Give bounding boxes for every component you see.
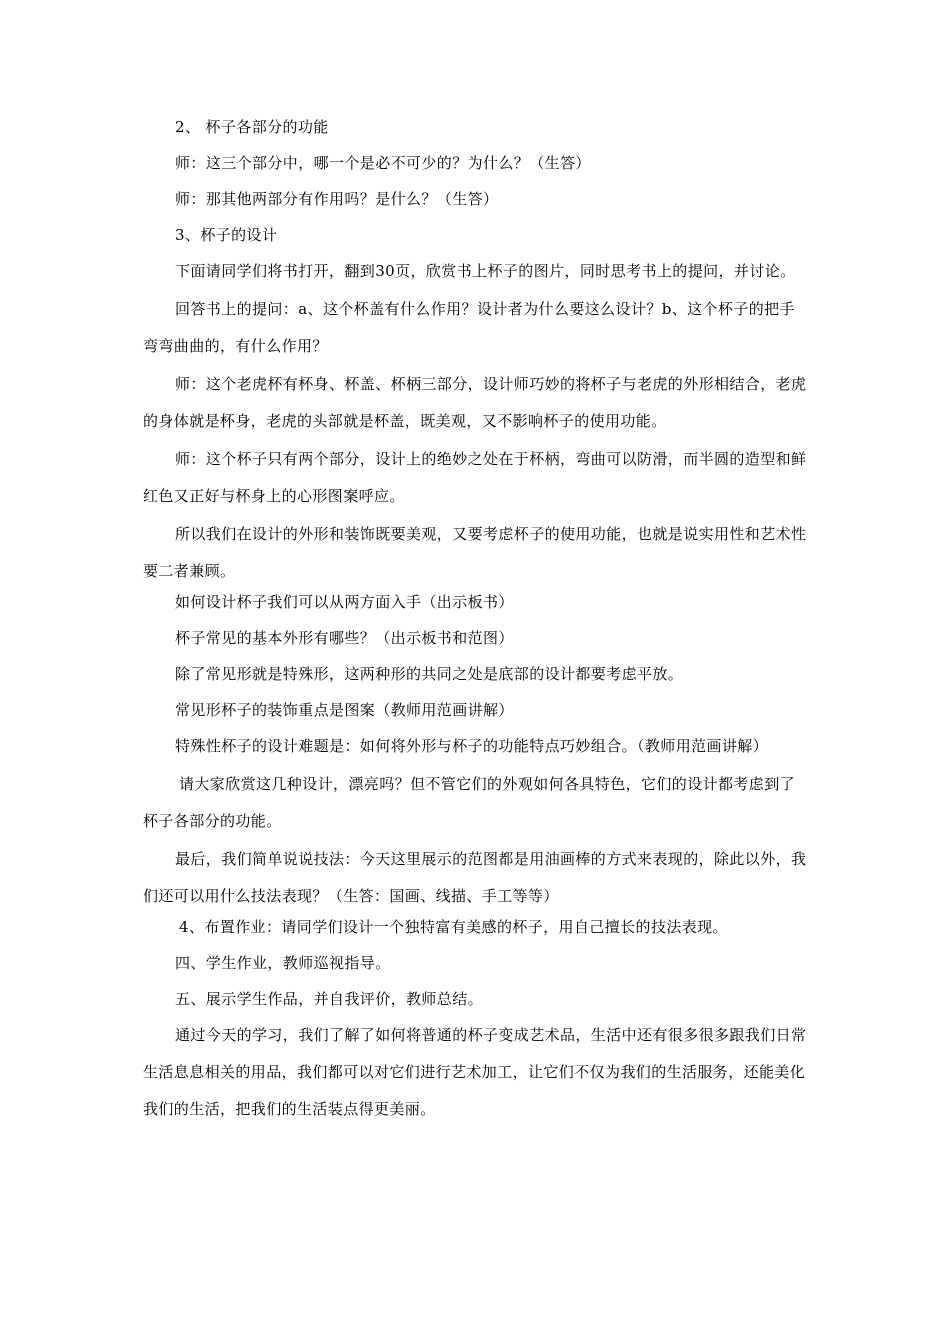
paragraph-teacher-question-2: 师：那其他两部分有作用吗？是什么？（生答） [175, 190, 499, 208]
paragraph-section-2-heading: 2、 杯子各部分的功能 [175, 118, 329, 136]
paragraph-section-3-heading: 3、杯子的设计 [175, 226, 278, 244]
paragraph-tiger-cup: 师：这个老虎杯有杯身、杯盖、杯柄三部分，设计师巧妙的将杯子与老虎的外形相结合，老虎的身体就是杯身，老虎的头部就是杯盖，既美观，又不影响杯子的使用功能。 [143, 375, 807, 430]
paragraph-section-4-homework: 4、布置作业：请同学们设计一个独特富有美感的杯子，用自己擅长的技法表现。 [179, 918, 728, 936]
paragraph-design-principle: 所以我们在设计的外形和装饰既要美观，又要考虑杯子的使用功能，也就是说实用性和艺术性要二者兼顾。 [143, 525, 807, 580]
paragraph-how-to-design: 如何设计杯子我们可以从两方面入手（出示板书） [175, 593, 514, 611]
paragraph-conclusion: 通过今天的学习，我们了解了如何将普通的杯子变成艺术品，生活中还有很多很多跟我们日常生活息息相关的用品，我们都可以对它们进行艺术加工，让它们不仅为我们的生活服务，还能美化我们的生活，把我们的生活装点得更美丽。 [143, 1026, 807, 1118]
paragraph-special-shapes: 除了常见形就是特殊形，这两种形的共同之处是底部的设计都要考虑平放。 [175, 665, 684, 683]
paragraph-two-part-cup: 师：这个杯子只有两个部分，设计上的绝妙之处在于杯柄，弯曲可以防滑，而半圆的造型和鲜红色又正好与杯身上的心形图案呼应。 [143, 450, 807, 505]
paragraph-techniques: 最后，我们简单说说技法：今天这里展示的范图都是用油画棒的方式来表现的，除此以外，我们还可以用什么技法表现？（生答：国画、线描、手工等等） [143, 850, 807, 905]
paragraph-section-five-display: 五、展示学生作品，并自我评价，教师总结。 [175, 990, 484, 1008]
document-body [143, 116, 808, 1129]
paragraph-section-four-student-work: 四、学生作业，教师巡视指导。 [175, 954, 391, 972]
paragraph-decoration-focus: 常见形杯子的装饰重点是图案（教师用范画讲解） [175, 701, 514, 719]
paragraph-appreciate-designs: 请大家欣赏这几种设计，漂亮吗？但不管它们的外观如何各具特色，它们的设计都考虑到了杯子各部分的功能。 [143, 775, 796, 830]
paragraph-special-cup-difficulty: 特殊性杯子的设计难题是：如何将外形与杯子的功能特点巧妙组合。（教师用范画讲解） [175, 737, 769, 755]
paragraph-teacher-question-1: 师：这三个部分中，哪一个是必不可少的？为什么？（生答） [175, 154, 591, 172]
paragraph-open-book: 下面请同学们将书打开，翻到30页，欣赏书上杯子的图片，同时思考书上的提问，并讨论。 [175, 262, 796, 280]
paragraph-basic-shapes: 杯子常见的基本外形有哪些？（出示板书和范图） [175, 629, 514, 647]
paragraph-answer-book-questions: 回答书上的提问：a、这个杯盖有什么作用？设计者为什么要这么设计？b、这个杯子的把手弯弯曲曲的，有什么作用？ [143, 300, 795, 355]
